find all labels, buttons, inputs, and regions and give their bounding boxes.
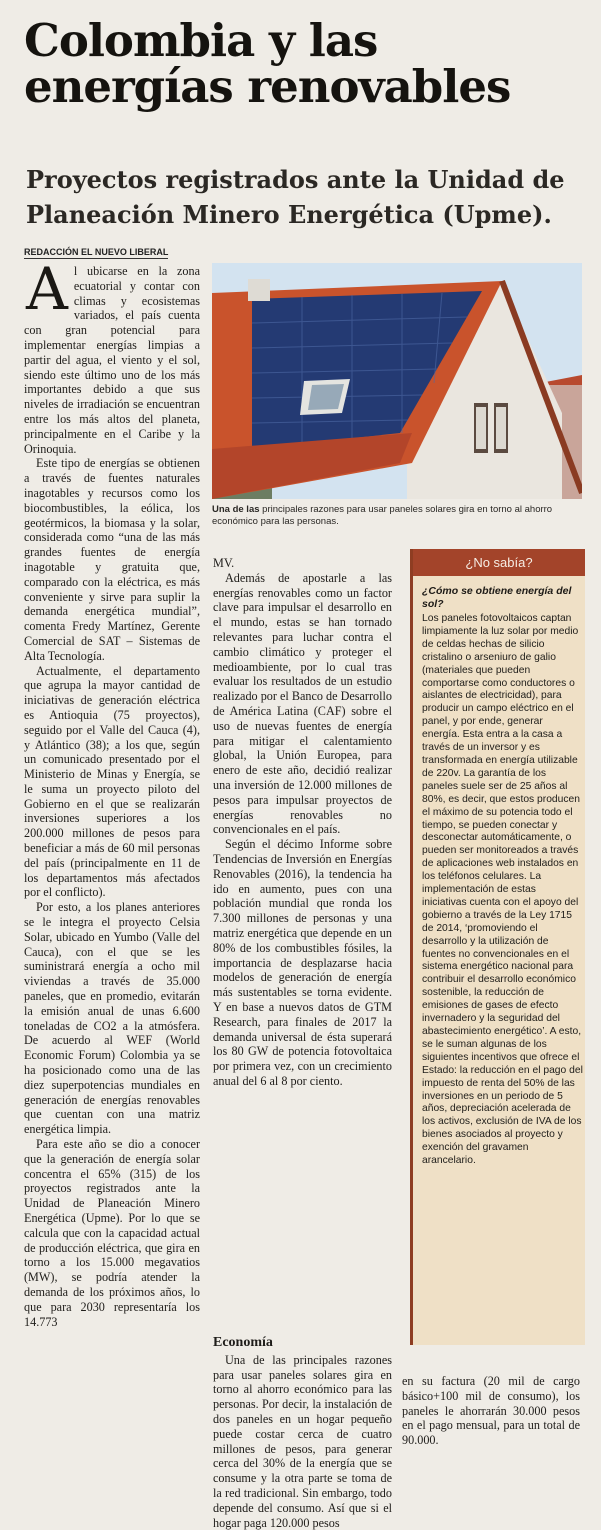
caption-lead: Una de las	[212, 504, 260, 515]
paragraph: en su factura (20 mil de cargo básico+100 mil de consumo), los paneles le ahorrarán 30.000 pesos en el pago mensual, para un total de 90.000.	[402, 1374, 580, 1448]
dropcap: A	[26, 255, 68, 323]
paragraph: Actualmente, el departamento que agrupa la mayor cantidad de iniciativas de generación eléctrica es Antioquia (75 proyectos), seguido por el Valle del Cauca (4), y Atlántico (38); a los que, según un comunicado presentado por el Ministerio de Minas y Energía, se le suma un proyecto piloto del Gobierno en el que se realizarán inversiones superiores a los 200.000 millones de pesos para beneficiar a más de 60 mil personas del país (principalmente en 11 de los departamentos más afectados por el conflicto).	[24, 663, 200, 900]
sidebar-tab: ¿No sabía?	[413, 549, 585, 576]
caption-text: principales razones para usar paneles solares gira en torno al ahorro económico para las personas.	[212, 504, 553, 527]
lead-paragraph	[24, 255, 200, 456]
paragraph: Una de las principales razones para usar paneles solares gira en torno al ahorro económico para las personas. Por decir, la instalación de dos paneles en un hogar pequeño puede costar cerca de cuatro millones de pesos, para generar cerca del 30% de la energía que se consume y la otra parte se toma de la red tradicional. Sin embargo, todo depende del consumo. Así que si el hogar paga 120.000 pesos	[213, 1352, 392, 1530]
article-column-2	[213, 556, 392, 1089]
byline: REDACCIÓN EL NUEVO LIBERAL	[24, 247, 169, 257]
article-column-1	[24, 255, 200, 1329]
article-column-3	[402, 1374, 580, 1448]
headline: Colombia y las energías renovables	[24, 14, 511, 113]
photo-illustration	[212, 263, 582, 499]
sidebar-question: ¿Cómo se obtiene energía del sol?	[422, 585, 572, 610]
paragraph: Además de apostarle a las energías renovables como un factor clave para impulsar el desarrollo en el mundo, estas se han tornado relevantes para luchar contra el cambio climático y proteger el medioambiente, por lo cual tras evaluar los resultados de un estudio realizado por el Banco de Desarrollo de América Latina (CAF) sobre el uso de nuevas fuentes de energía para mitigar el calentamiento global, la Unión Europea, para enero de este año, decidió realizar una inversión de 12.000 millones de pesos para impulsar proyectos de energías renovables no convencionales en el país.	[213, 570, 393, 837]
lead-text: l ubicarse en la zona ecuatorial y contar con climas y ecosistemas variados, el país cuenta con gran potencial para implementar energías limpias a partir del agua, el viento y el sol, siendo este último uno de los más importantes debido a que sus niveles de irradiación se encuentran entre los más altos del planeta, principalmente en el Caribe y la Orinoquia.	[24, 264, 200, 456]
paragraph: MV.	[213, 556, 235, 570]
paragraph: Por esto, a los planes anteriores se le integra el proyecto Celsia Solar, ubicado en Yumbo (Valle del Cauca), con el que se les suministrará energía a ocho mil viviendas a través de 35.000 paneles, que en promedio, evitarán la emisión anual de unas 6.600 toneladas de CO2 a la atmósfera. De acuerdo al WEF (World Economic Forum) Colombia ya se ha posicionado como una de las diez superpotencias mundiales en generación de energías renovables que cuentan con una matriz energética limpia.	[24, 900, 200, 1137]
paragraph: Para este año se dio a conocer que la generación de energía solar concentra el 65% (315) de los proyectos registrados ante la Unidad de Planeación Minero Energética (Upme). Por lo que se calcula que con la capacidad actual de producción eléctrica, que gira en torno a los 15.000 megavatios (MW), se podría atender la demanda de los próximos años, lo que para 2030 representaría los 14.773	[24, 1137, 200, 1329]
paragraph: Este tipo de energías se obtienen a través de fuentes naturales inagotables y recursos como los biocombustibles, la eólica, los geotérmicos, la biomasa y la solar, considerada como “una de las más grandes fuentes de energía inagotable y gratuita que, comparado con la eléctrica, es más conveniente y sirve para suplir la demanda energética mundial”, comenta Fredy Martínez, Gerente Comercial de SAT – Sistemas de Alta Tecnología.	[24, 456, 200, 663]
paragraph: Según el décimo Informe sobre Tendencias de Inversión en Energías Renovables (2016), la tendencia ha ido en aumento, pues con una población mundial que ronda los 7.300 millones de personas y una matriz energética que depende en un 80% de los combustibles fósiles, la importancia de desplazarse hacia modelos de generación de energía más sustentables se torna evidente. Y en base a nuevos datos de GTM Research, para finales de 2017 la demanda universal de ésta superará los 80 GW de potencia fotovoltaica por primera vez, con un crecimiento anual del 6 al 8 por ciento.	[213, 837, 392, 1088]
photo-caption	[212, 504, 580, 528]
sidebar-body: Los paneles fotovoltaicos captan limpiamente la luz solar por medio de celdas hechas de silicio cristalino o arseniuro de galio (materiales que pueden comportarse como conductores o aislantes de electricidad), para producir un campo eléctrico en el panel, y por ende, generar energía. Esta entra a la casa a través de un inversor y es transformada en energía utilizable de 220v. La garantía de los paneles suele ser de 25 años al 80%, es decir, que estos producen el máximo de su potencia todo el tiempo, se pueden conectar y desconectar automáticamente, o pueden ser monitoreados a través de aplicaciones web instalados en los teléfonos celulares. La implementación de estas iniciativas cuenta con el apoyo del gobierno a través de la Ley 1715 de 2014, ‘promoviendo el desarrollo y la utilización de fuentes no convencionales en el sistema energético nacional para contribuir el desarrollo económico sostenible, la reducción de emisiones de gases de efecto invernadero y la seguridad del abastecimiento energético’. A esto, se le suman algunas de los siguientes incentivos que ofrece el Estado: la reducción en el pago del impuesto de renta del 50% de las inversiones en un periodo de 5 años, depreciación acelerada de los activos, exclusión de IVA de los bienes asociados al proyecto y exención del gravamen arancelario.	[422, 613, 583, 1167]
economia-section	[213, 1330, 392, 1530]
subheadline: Proyectos registrados ante la Unidad de Planeación Minero Energética (Upme).	[26, 165, 565, 229]
house-solar-panels-photo	[212, 263, 582, 499]
section-heading: Economía	[213, 1335, 273, 1350]
did-you-know-sidebar	[410, 549, 585, 1345]
